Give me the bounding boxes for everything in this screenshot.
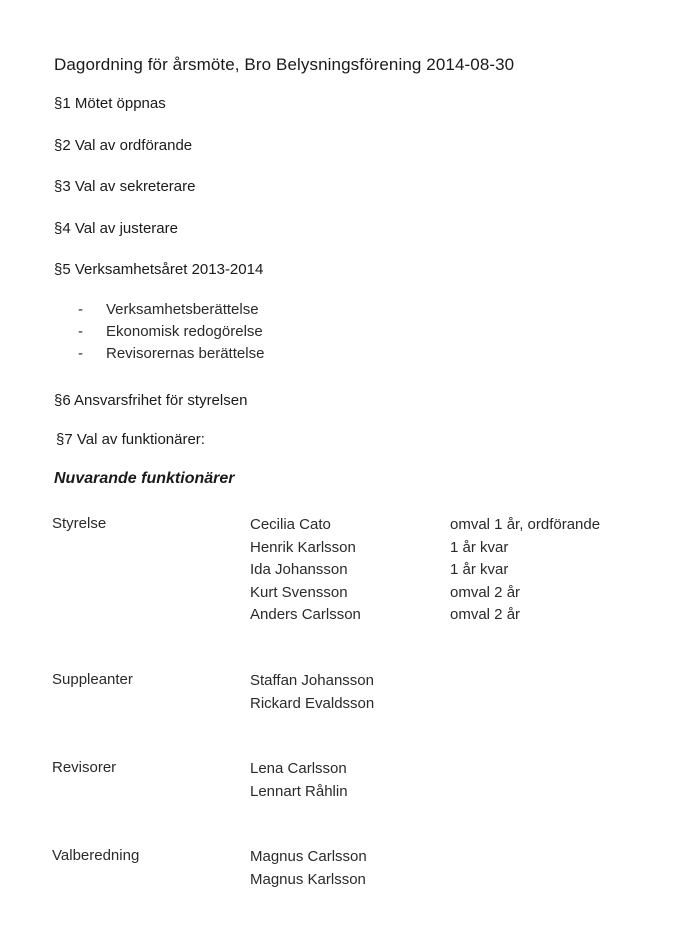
person-name: Staffan Johansson — [250, 672, 374, 689]
section-subheading: Nuvarande funktionärer — [54, 470, 235, 487]
names-suppleanter — [250, 670, 374, 715]
person-name: Ida Johansson — [250, 561, 348, 578]
list-item-label: Ekonomisk redogörelse — [106, 323, 263, 340]
person-name: Lennart Råhlin — [250, 782, 348, 800]
notes-styrelse — [450, 514, 600, 627]
names-valberedning — [250, 846, 367, 891]
term-note: omval 2 år — [450, 606, 521, 623]
agenda-item-4: §4 Val av justerare — [54, 220, 178, 237]
list-item-label: Revisorernas berättelse — [106, 345, 265, 362]
term-note: 1 år kvar — [450, 561, 509, 578]
person-name: Lena Carlsson — [250, 760, 347, 777]
agenda-item-7: §7 Val av funktionärer: — [56, 431, 205, 448]
person-name: Magnus Carlsson — [250, 848, 367, 865]
agenda-item-1: §1 Mötet öppnas — [54, 95, 166, 112]
role-label-valberedning: Valberedning — [52, 847, 140, 864]
agenda-item-5: §5 Verksamhetsåret 2013-2014 — [54, 261, 264, 278]
role-label-styrelse: Styrelse — [52, 515, 107, 532]
list-item — [78, 321, 264, 343]
agenda-item-6: §6 Ansvarsfrihet för styrelsen — [54, 392, 248, 409]
person-name: Anders Carlsson — [250, 606, 361, 623]
verksamhet-sub-list — [78, 299, 264, 365]
person-name: Henrik Karlsson — [250, 538, 356, 556]
role-label-revisorer: Revisorer — [52, 759, 117, 776]
person-name: Rickard Evaldsson — [250, 694, 375, 712]
person-name: Cecilia Cato — [250, 516, 331, 533]
list-item — [78, 343, 264, 365]
agenda-item-2: §2 Val av ordförande — [54, 137, 193, 154]
list-item — [78, 299, 264, 321]
role-label-suppleanter: Suppleanter — [52, 671, 133, 688]
document-title: Dagordning för årsmöte, Bro Belysningsförening 2014-08-30 — [54, 55, 515, 74]
bullet-dash: - — [78, 323, 83, 340]
person-name: Magnus Karlsson — [250, 870, 366, 888]
names-styrelse — [250, 514, 361, 627]
person-name: Kurt Svensson — [250, 583, 348, 601]
term-note: omval 1 år, ordförande — [450, 516, 601, 533]
term-note: omval 2 år — [450, 583, 521, 601]
agenda-item-3: §3 Val av sekreterare — [54, 178, 196, 195]
term-note: 1 år kvar — [450, 538, 509, 556]
names-revisorer — [250, 758, 348, 803]
list-item-label: Verksamhetsberättelse — [106, 301, 259, 318]
bullet-dash: - — [78, 301, 83, 318]
bullet-dash: - — [78, 345, 83, 362]
